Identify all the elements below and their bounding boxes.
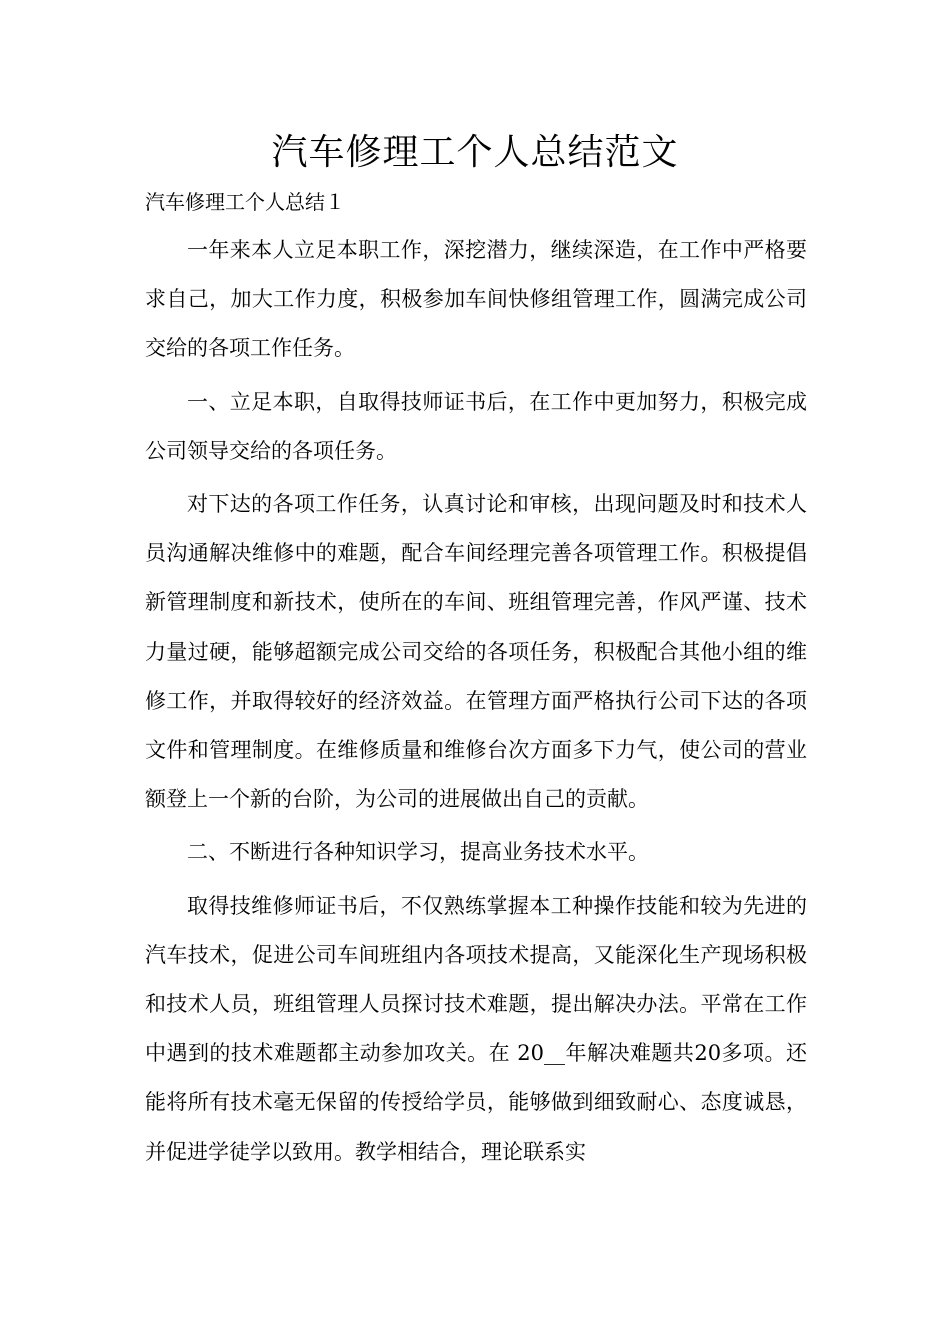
paragraph-intro: 一年来本人立足本职工作，深挖潜力，继续深造，在工作中严格要求自己，加大工作力度，积极参加车间快修组管理工作，圆满完成公司交给的各项工作任务。 <box>145 238 807 361</box>
paragraph-tasks: 对下达的各项工作任务，认真讨论和审核，出现问题及时和技术人员沟通解决维修中的难题，配合车间经理完善各项管理工作。积极提倡新管理制度和新技术，使所在的车间、班组管理完善，作风严谨、技术力量过硬，能够超额完成公司交给的各项任务，积极配合其他小组的维修工作，并取得较好的经济效益。在管理方面严格执行公司下达的各项文件和管理制度。在维修质量和维修台次方面多下力气，使公司的营业额登上一个新的台阶，为公司的进展做出自己的贡献。 <box>145 492 807 812</box>
section-subtitle: 汽车修理工个人总结１ <box>145 190 345 214</box>
document-body <box>145 182 807 1177</box>
paragraph-skills: 取得技维修师证书后，不仅熟练掌握本工种操作技能和较为先进的汽车技术，促进公司车间班组内各项技术提高，又能深化生产现场积极和技术人员，班组管理人员探讨技术难题，提出解决办法。平常在工作中遇到的技术难题都主动参加攻关。在 20__年解决难题共20多项。还能将所有技术毫无保留的传授给学员，能够做到细致耐心、态度诚恳，并促进学徒学以致用。教学相结合，理论联系实 <box>145 893 807 1164</box>
paragraph-point-one: 一、立足本职，自取得技师证书后，在工作中更加努力，积极完成公司领导交给的各项任务。 <box>145 389 807 463</box>
paragraph-point-two: 二、不断进行各种知识学习，提高业务技术水平。 <box>187 840 649 865</box>
document-title: 汽车修理工个人总结范文 <box>271 132 679 173</box>
